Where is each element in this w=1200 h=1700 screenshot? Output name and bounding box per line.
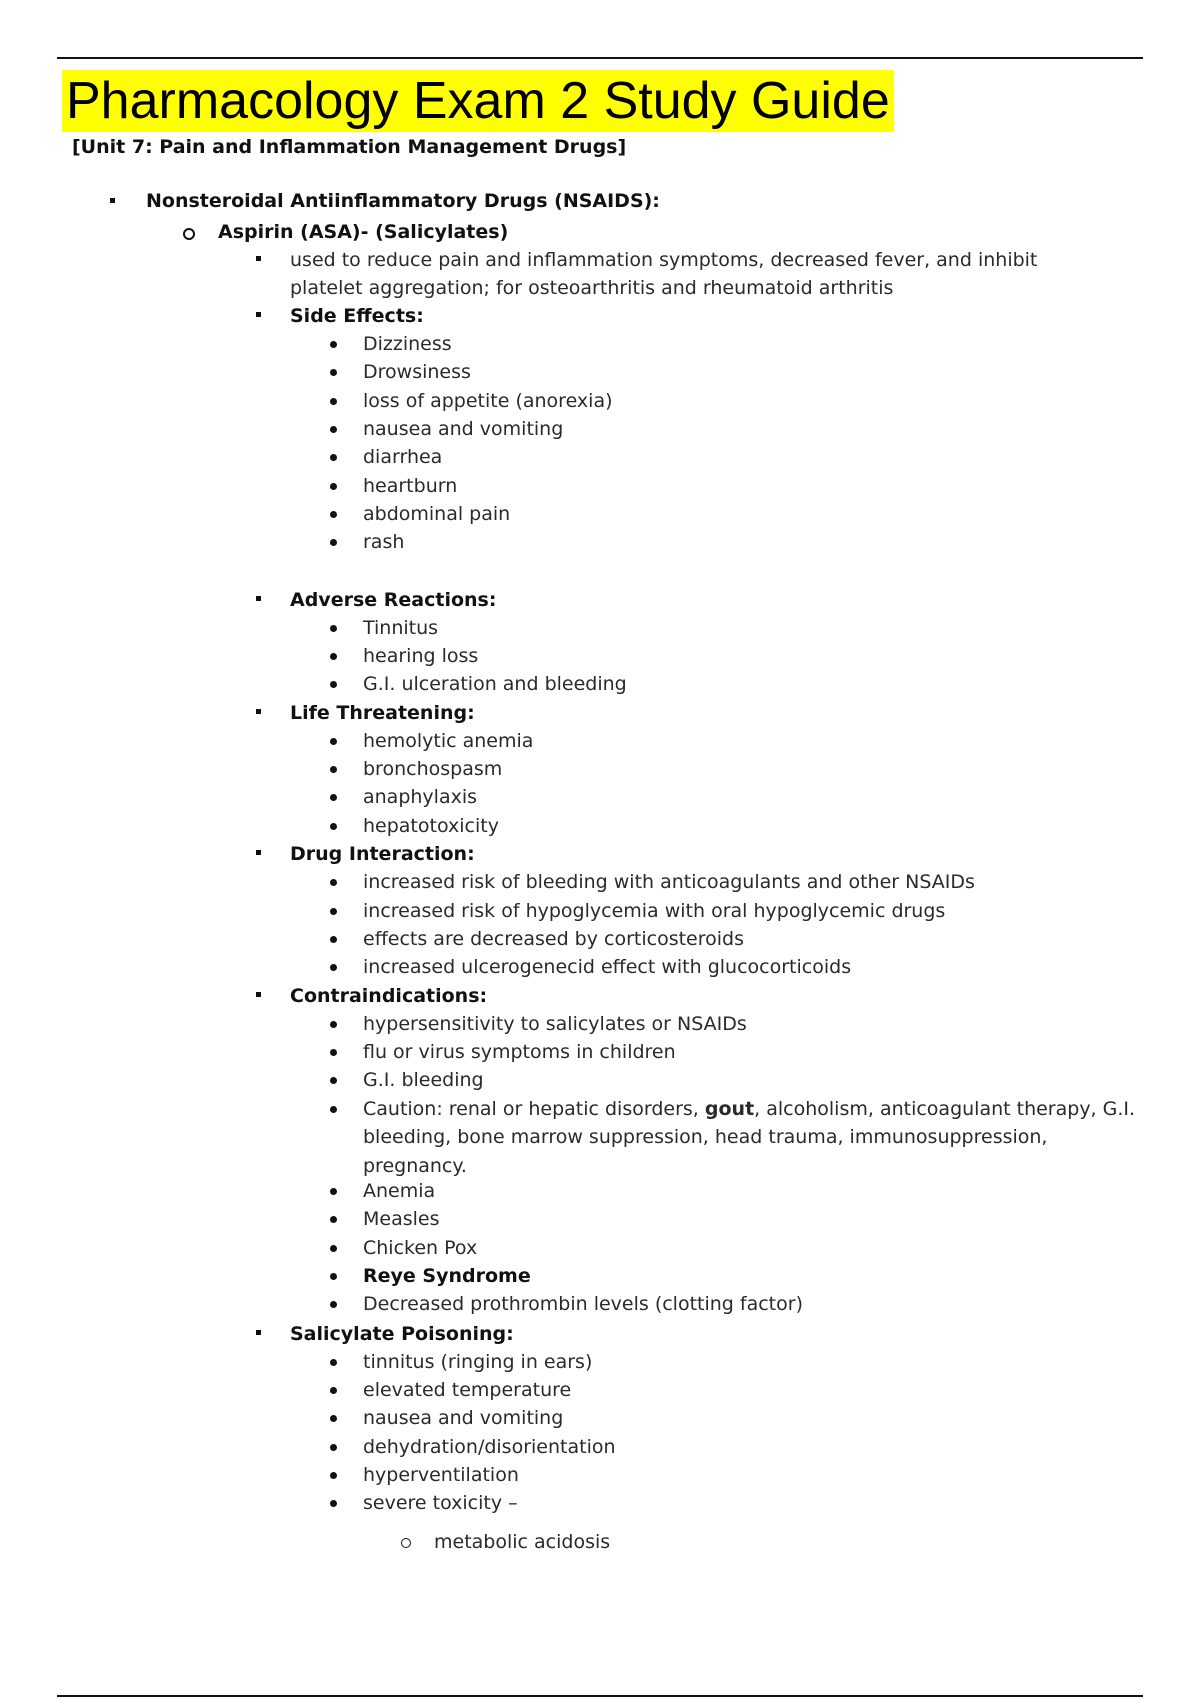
list-item: bronchospasm (363, 758, 503, 780)
use-line-2: platelet aggregation; for osteoarthritis and rheumatoid arthritis (290, 277, 894, 299)
square-bullet-icon (256, 850, 261, 855)
dot-bullet-icon (330, 653, 337, 660)
dot-bullet-icon (330, 1472, 337, 1479)
list-item: Drowsiness (363, 361, 471, 383)
sub-list-item: metabolic acidosis (434, 1531, 611, 1553)
list-item: increased risk of bleeding with anticoagulants and other NSAIDs (363, 871, 975, 893)
dot-bullet-icon (330, 369, 337, 376)
list-item: loss of appetite (anorexia) (363, 390, 613, 412)
dot-bullet-icon (330, 1021, 337, 1028)
dot-bullet-icon (330, 398, 337, 405)
list-item: severe toxicity – (363, 1492, 518, 1514)
list-item: elevated temperature (363, 1379, 572, 1401)
list-item: G.I. ulceration and bleeding (363, 673, 627, 695)
page-title: Pharmacology Exam 2 Study Guide (62, 70, 894, 132)
dot-bullet-icon (330, 823, 337, 830)
dot-bullet-icon (330, 1359, 337, 1366)
square-bullet-icon (256, 312, 261, 317)
dot-bullet-icon (330, 1216, 337, 1223)
dot-bullet-icon (330, 1444, 337, 1451)
list-item: Anemia (363, 1180, 436, 1202)
list-item: flu or virus symptoms in children (363, 1041, 676, 1063)
dot-bullet-icon (330, 908, 337, 915)
dot-bullet-icon (330, 1188, 337, 1195)
list-item: diarrhea (363, 446, 443, 468)
list-item: tinnitus (ringing in ears) (363, 1351, 593, 1373)
drug-heading: Aspirin (ASA)- (Salicylates) (218, 221, 509, 243)
dot-bullet-icon (330, 625, 337, 632)
dot-bullet-icon (330, 794, 337, 801)
list-item: Decreased prothrombin levels (clotting factor) (363, 1293, 803, 1315)
list-item: effects are decreased by corticosteroids (363, 928, 745, 950)
dot-bullet-icon (330, 1273, 337, 1280)
list-item: dehydration/disorientation (363, 1436, 616, 1458)
list-item: G.I. bleeding (363, 1069, 484, 1091)
caution-line-3: pregnancy. (363, 1155, 467, 1177)
list-item: hemolytic anemia (363, 730, 534, 752)
list-item: heartburn (363, 475, 458, 497)
bottom-rule (57, 1695, 1143, 1697)
list-item: increased risk of hypoglycemia with oral hypoglycemic drugs (363, 900, 946, 922)
square-bullet-icon (110, 198, 115, 203)
dot-bullet-icon (330, 483, 337, 490)
adverse-reactions-heading: Adverse Reactions: (290, 589, 497, 611)
top-rule (57, 57, 1143, 59)
square-bullet-icon (256, 709, 261, 714)
circle-bullet-icon (183, 228, 195, 240)
list-item: Chicken Pox (363, 1237, 478, 1259)
list-item: anaphylaxis (363, 786, 478, 808)
dot-bullet-icon (330, 964, 337, 971)
salicylate-poisoning-heading: Salicylate Poisoning: (290, 1323, 514, 1345)
side-effects-heading: Side Effects: (290, 305, 424, 327)
contraindications-heading: Contraindications: (290, 985, 488, 1007)
caution-line-2: bleeding, bone marrow suppression, head trauma, immunosuppression, (363, 1126, 1048, 1148)
dot-bullet-icon (330, 1049, 337, 1056)
square-bullet-icon (256, 992, 261, 997)
circle-bullet-icon (401, 1538, 411, 1548)
caution-line-1 (363, 1095, 1135, 1123)
dot-bullet-icon (330, 1415, 337, 1422)
dot-bullet-icon (330, 1245, 337, 1252)
life-threatening-heading: Life Threatening: (290, 702, 475, 724)
unit-subtitle: [Unit 7: Pain and Inflammation Management Drugs] (72, 136, 627, 158)
drug-interaction-heading: Drug Interaction: (290, 843, 475, 865)
dot-bullet-icon (330, 341, 337, 348)
list-item: increased ulcerogenecid effect with glucocorticoids (363, 956, 852, 978)
square-bullet-icon (256, 1330, 261, 1335)
square-bullet-icon (256, 596, 261, 601)
list-item: Dizziness (363, 333, 452, 355)
list-item: Tinnitus (363, 617, 439, 639)
dot-bullet-icon (330, 1106, 337, 1113)
list-item: abdominal pain (363, 503, 511, 525)
section-heading: Nonsteroidal Antiinflammatory Drugs (NSAIDS): (146, 190, 660, 212)
dot-bullet-icon (330, 1077, 337, 1084)
list-item: nausea and vomiting (363, 1407, 564, 1429)
square-bullet-icon (256, 256, 261, 261)
list-item: hearing loss (363, 645, 479, 667)
caution-rest: , alcoholism, anticoagulant therapy, G.I. (754, 1098, 1136, 1120)
list-item: hyperventilation (363, 1464, 519, 1486)
list-item: nausea and vomiting (363, 418, 564, 440)
dot-bullet-icon (330, 511, 337, 518)
list-item: Measles (363, 1208, 440, 1230)
dot-bullet-icon (330, 539, 337, 546)
dot-bullet-icon (330, 1500, 337, 1507)
list-item: hypersensitivity to salicylates or NSAIDs (363, 1013, 747, 1035)
use-line-1: used to reduce pain and inflammation symptoms, decreased fever, and inhibit (290, 249, 1038, 271)
dot-bullet-icon (330, 454, 337, 461)
dot-bullet-icon (330, 681, 337, 688)
dot-bullet-icon (330, 766, 337, 773)
dot-bullet-icon (330, 1387, 337, 1394)
dot-bullet-icon (330, 426, 337, 433)
caution-bold-gout: gout (704, 1098, 755, 1120)
dot-bullet-icon (330, 738, 337, 745)
list-item: rash (363, 531, 405, 553)
dot-bullet-icon (330, 879, 337, 886)
dot-bullet-icon (330, 936, 337, 943)
dot-bullet-icon (330, 1301, 337, 1308)
caution-prefix: Caution: renal or hepatic disorders, (363, 1098, 705, 1120)
list-item-bold: Reye Syndrome (363, 1265, 531, 1287)
list-item: hepatotoxicity (363, 815, 499, 837)
